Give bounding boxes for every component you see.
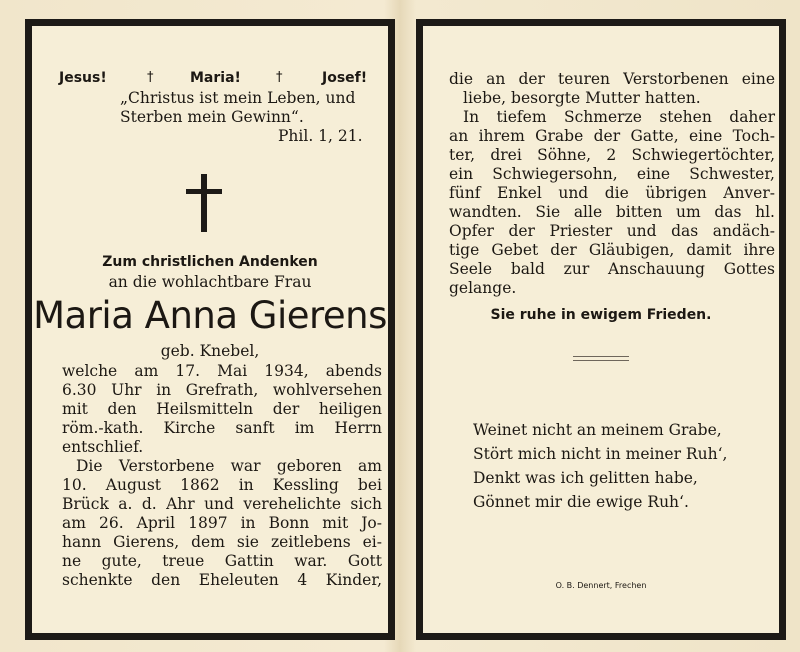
- text-line: die an der teuren Verstorbenen eine: [449, 70, 775, 88]
- text-line: am 26. April 1897 in Bonn mit Jo-: [62, 514, 382, 532]
- rest-in-peace-line: Sie ruhe in ewigem Frieden.: [490, 307, 712, 323]
- cross-icon: [186, 174, 222, 232]
- text-line: schenkte den Eheleuten 4 Kinder,: [62, 571, 382, 589]
- biography-text: [62, 362, 382, 590]
- quote-line: „Christus ist mein Leben, und: [120, 89, 356, 107]
- divider: [573, 356, 629, 361]
- text-line: hann Gierens, dem sie zeitlebens ei-: [62, 533, 382, 551]
- text-line: 10. August 1862 in Kessling bei: [62, 476, 382, 494]
- text-line: röm.-kath. Kirche sanft im Herrn: [62, 419, 382, 437]
- memorial-subtitle: an die wohlachtbare Frau: [108, 273, 312, 291]
- text-line: Brück a. d. Ahr und verehelichte sich: [62, 495, 382, 513]
- small-cross-icon: †: [147, 70, 154, 85]
- printer-imprint: O. B. Dennert, Frechen: [555, 581, 647, 590]
- header-invocation: [59, 70, 387, 90]
- text-line: Opfer der Priester und das andäch-: [449, 222, 775, 240]
- left-panel: [25, 19, 395, 640]
- bible-quote: [120, 89, 362, 127]
- invocation-josef: Josef!: [322, 70, 368, 86]
- text-line: ter, drei Söhne, 2 Schwiegertöchter,: [449, 146, 775, 164]
- text-line: ein Schwiegersohn, eine Schwester,: [449, 165, 775, 183]
- text-line: gelange.: [449, 279, 517, 297]
- poem: [473, 418, 773, 514]
- text-line: welche am 17. Mai 1934, abends: [62, 362, 382, 380]
- maiden-name: geb. Knebel,: [160, 342, 260, 360]
- poem-line: Stört mich nicht in meiner Ruh‘,: [473, 445, 728, 463]
- memorial-title: Zum christlichen Andenken: [102, 254, 318, 270]
- text-line: Die Verstorbene war geboren am: [76, 457, 382, 475]
- text-line: In tiefem Schmerze stehen daher: [463, 108, 775, 126]
- deceased-name: Maria Anna Gierens: [33, 294, 387, 337]
- quote-reference: Phil. 1, 21.: [278, 127, 363, 145]
- text-line: mit den Heilsmitteln der heiligen: [62, 400, 382, 418]
- text-line: entschlief.: [62, 438, 144, 456]
- text-line: Seele bald zur Anschauung Gottes: [449, 260, 775, 278]
- poem-line: Gönnet mir die ewige Ruh‘.: [473, 493, 689, 511]
- poem-line: Denkt was ich gelitten habe,: [473, 469, 698, 487]
- text-line: tige Gebet der Gläubigen, damit ihre: [449, 241, 775, 259]
- text-line: fünf Enkel und die übrigen Anver-: [449, 184, 775, 202]
- text-line: liebe, besorgte Mutter hatten.: [463, 89, 701, 107]
- invocation-maria: Maria!: [190, 70, 241, 86]
- poem-line: Weinet nicht an meinem Grabe,: [473, 421, 722, 439]
- text-line: 6.30 Uhr in Grefrath, wohlversehen: [62, 381, 382, 399]
- quote-line: Sterben mein Gewinn“.: [120, 108, 304, 126]
- right-panel: [416, 19, 786, 640]
- family-text: [449, 70, 775, 298]
- text-line: an ihrem Grabe der Gatte, eine Toch-: [449, 127, 775, 145]
- text-line: ne gute, treue Gattin war. Gott: [62, 552, 382, 570]
- invocation-jesus: Jesus!: [59, 70, 107, 86]
- small-cross-icon: †: [276, 70, 283, 85]
- text-line: wandten. Sie alle bitten um das hl.: [449, 203, 775, 221]
